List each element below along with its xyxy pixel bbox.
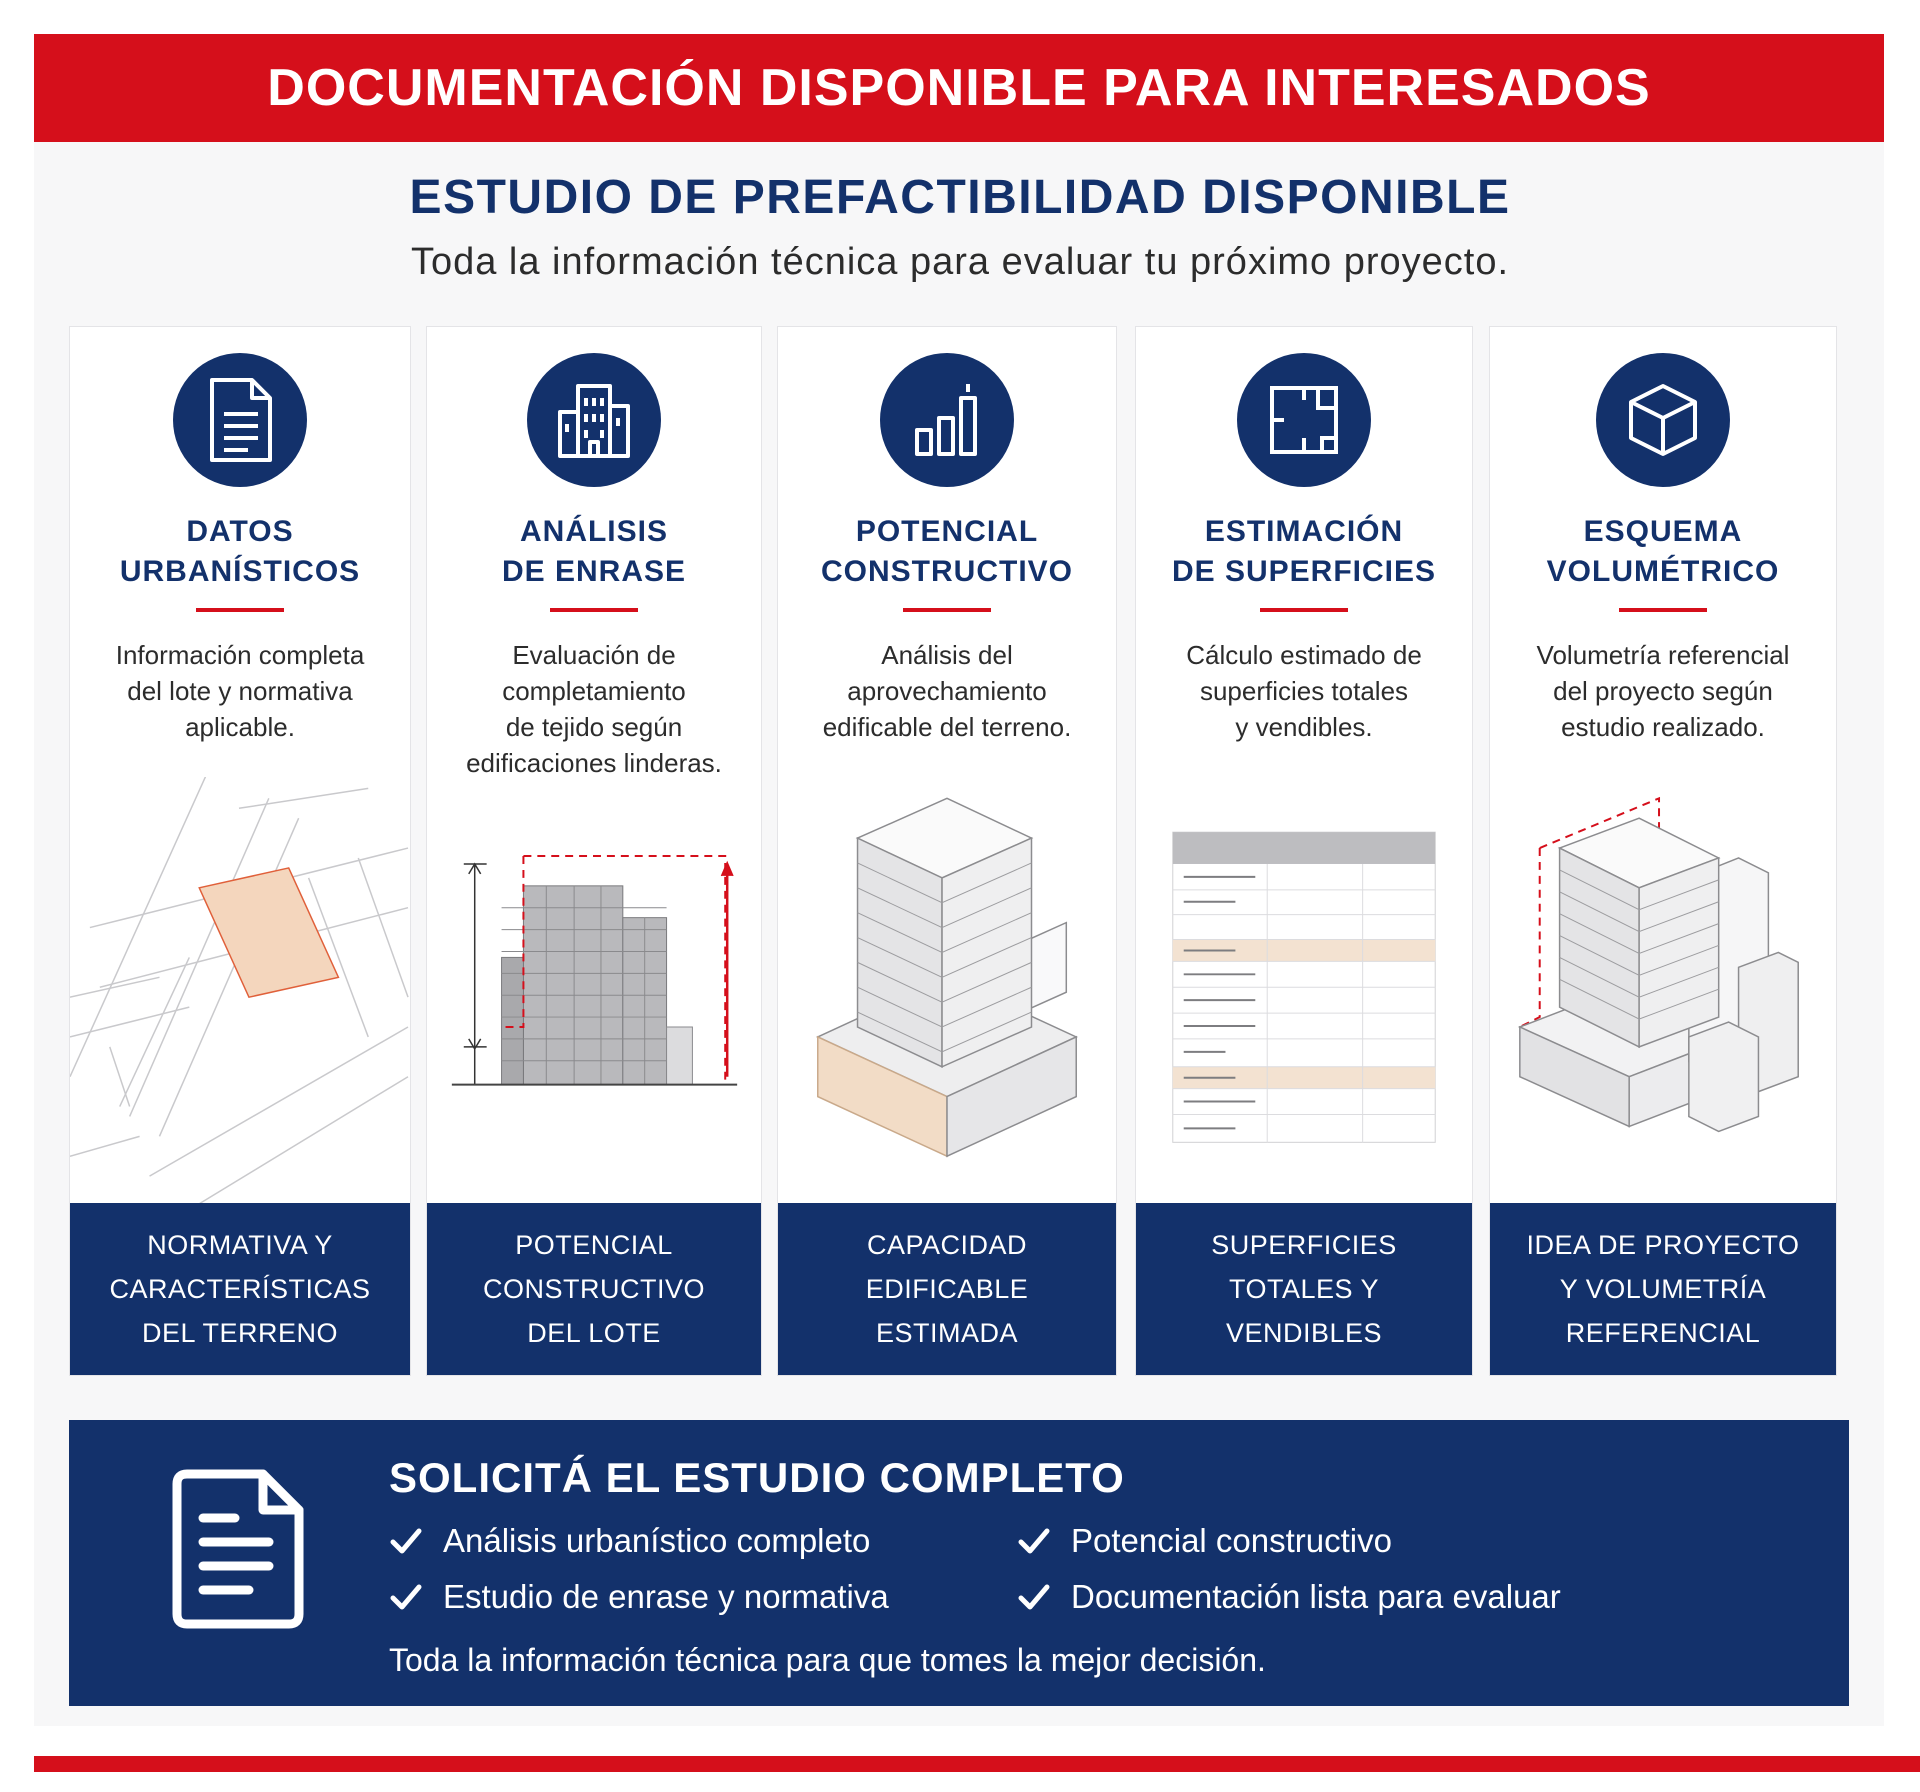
checkmark-icon <box>389 1526 423 1556</box>
cube-icon <box>1596 353 1730 487</box>
checklist-item: Estudio de enrase y normativa <box>389 1578 1017 1616</box>
cta-panel[interactable] <box>69 1420 1849 1706</box>
card-esquema-volumetrico <box>1489 326 1837 1376</box>
card-title: POTENCIAL CONSTRUCTIVO <box>821 515 1073 588</box>
setback-elevation-illustration <box>427 777 761 1277</box>
card-description: Volumetría referencial del proyecto según estudio realizado. <box>1536 640 1790 742</box>
card-description: Información completa del lote y normativa aplicable. <box>115 640 365 742</box>
checkmark-icon <box>389 1582 423 1612</box>
card-description: Análisis del aprovechamiento edificable del terreno. <box>822 640 1072 742</box>
banner-title: DOCUMENTACIÓN DISPONIBLE PARA INTERESADOS <box>267 59 1651 117</box>
document-icon <box>173 353 307 487</box>
bottom-accent-bar <box>34 1756 1920 1772</box>
page-subtitle: Toda la información técnica para evaluar tu próximo proyecto. <box>410 241 1510 283</box>
cta-title: SOLICITÁ EL ESTUDIO COMPLETO <box>389 1454 1125 1501</box>
checkmark-icon <box>1017 1582 1051 1612</box>
bar-chart-icon <box>880 353 1014 487</box>
card-datos-urbanisticos <box>69 326 411 1376</box>
checklist-item: Documentación lista para evaluar <box>1017 1578 1657 1616</box>
divider <box>550 608 638 612</box>
checklist-item: Análisis urbanístico completo <box>389 1522 1017 1560</box>
volumetric-scheme-illustration <box>1490 777 1836 1277</box>
card-analisis-enrase <box>426 326 762 1376</box>
divider <box>1619 608 1707 612</box>
card-footer: POTENCIAL CONSTRUCTIVO DEL LOTE <box>427 1203 761 1375</box>
buildings-icon <box>527 353 661 487</box>
card-footer: CAPACIDAD EDIFICABLE ESTIMADA <box>778 1203 1116 1375</box>
cta-tagline: Toda la información técnica para que tomes la mejor decisión. <box>389 1642 1266 1678</box>
card-footer: NORMATIVA Y CARACTERÍSTICAS DEL TERRENO <box>70 1203 410 1375</box>
checklist-item: Potencial constructivo <box>1017 1522 1657 1560</box>
card-description: Cálculo estimado de superficies totales y vendibles. <box>1186 640 1422 742</box>
tower-axonometric-illustration <box>778 777 1116 1277</box>
card-footer: SUPERFICIES TOTALES Y VENDIBLES <box>1136 1203 1472 1375</box>
card-title: ANÁLISIS DE ENRASE <box>501 515 687 588</box>
card-description: Evaluación de completamiento de tejido según edificaciones linderas. <box>466 640 722 778</box>
divider <box>1260 608 1348 612</box>
area-table-illustration <box>1136 777 1472 1277</box>
cta-checklist <box>389 1522 1689 1616</box>
card-title: ESTIMACIÓN DE SUPERFICIES <box>1171 515 1437 588</box>
page-title: ESTUDIO DE PREFACTIBILIDAD DISPONIBLE <box>409 171 1511 224</box>
document-icon <box>169 1458 309 1638</box>
card-potencial-constructivo <box>777 326 1117 1376</box>
checkmark-icon <box>1017 1526 1051 1556</box>
divider <box>903 608 991 612</box>
top-banner <box>34 34 1884 142</box>
card-footer: IDEA DE PROYECTO Y VOLUMETRÍA REFERENCIAL <box>1490 1203 1836 1375</box>
floor-plan-icon <box>1237 353 1371 487</box>
divider <box>196 608 284 612</box>
card-title: DATOS URBANÍSTICOS <box>119 515 361 588</box>
card-title: ESQUEMA VOLUMÉTRICO <box>1546 515 1780 588</box>
card-estimacion-superficies <box>1135 326 1473 1376</box>
headline <box>0 170 1920 284</box>
site-plan-illustration <box>70 777 410 1277</box>
